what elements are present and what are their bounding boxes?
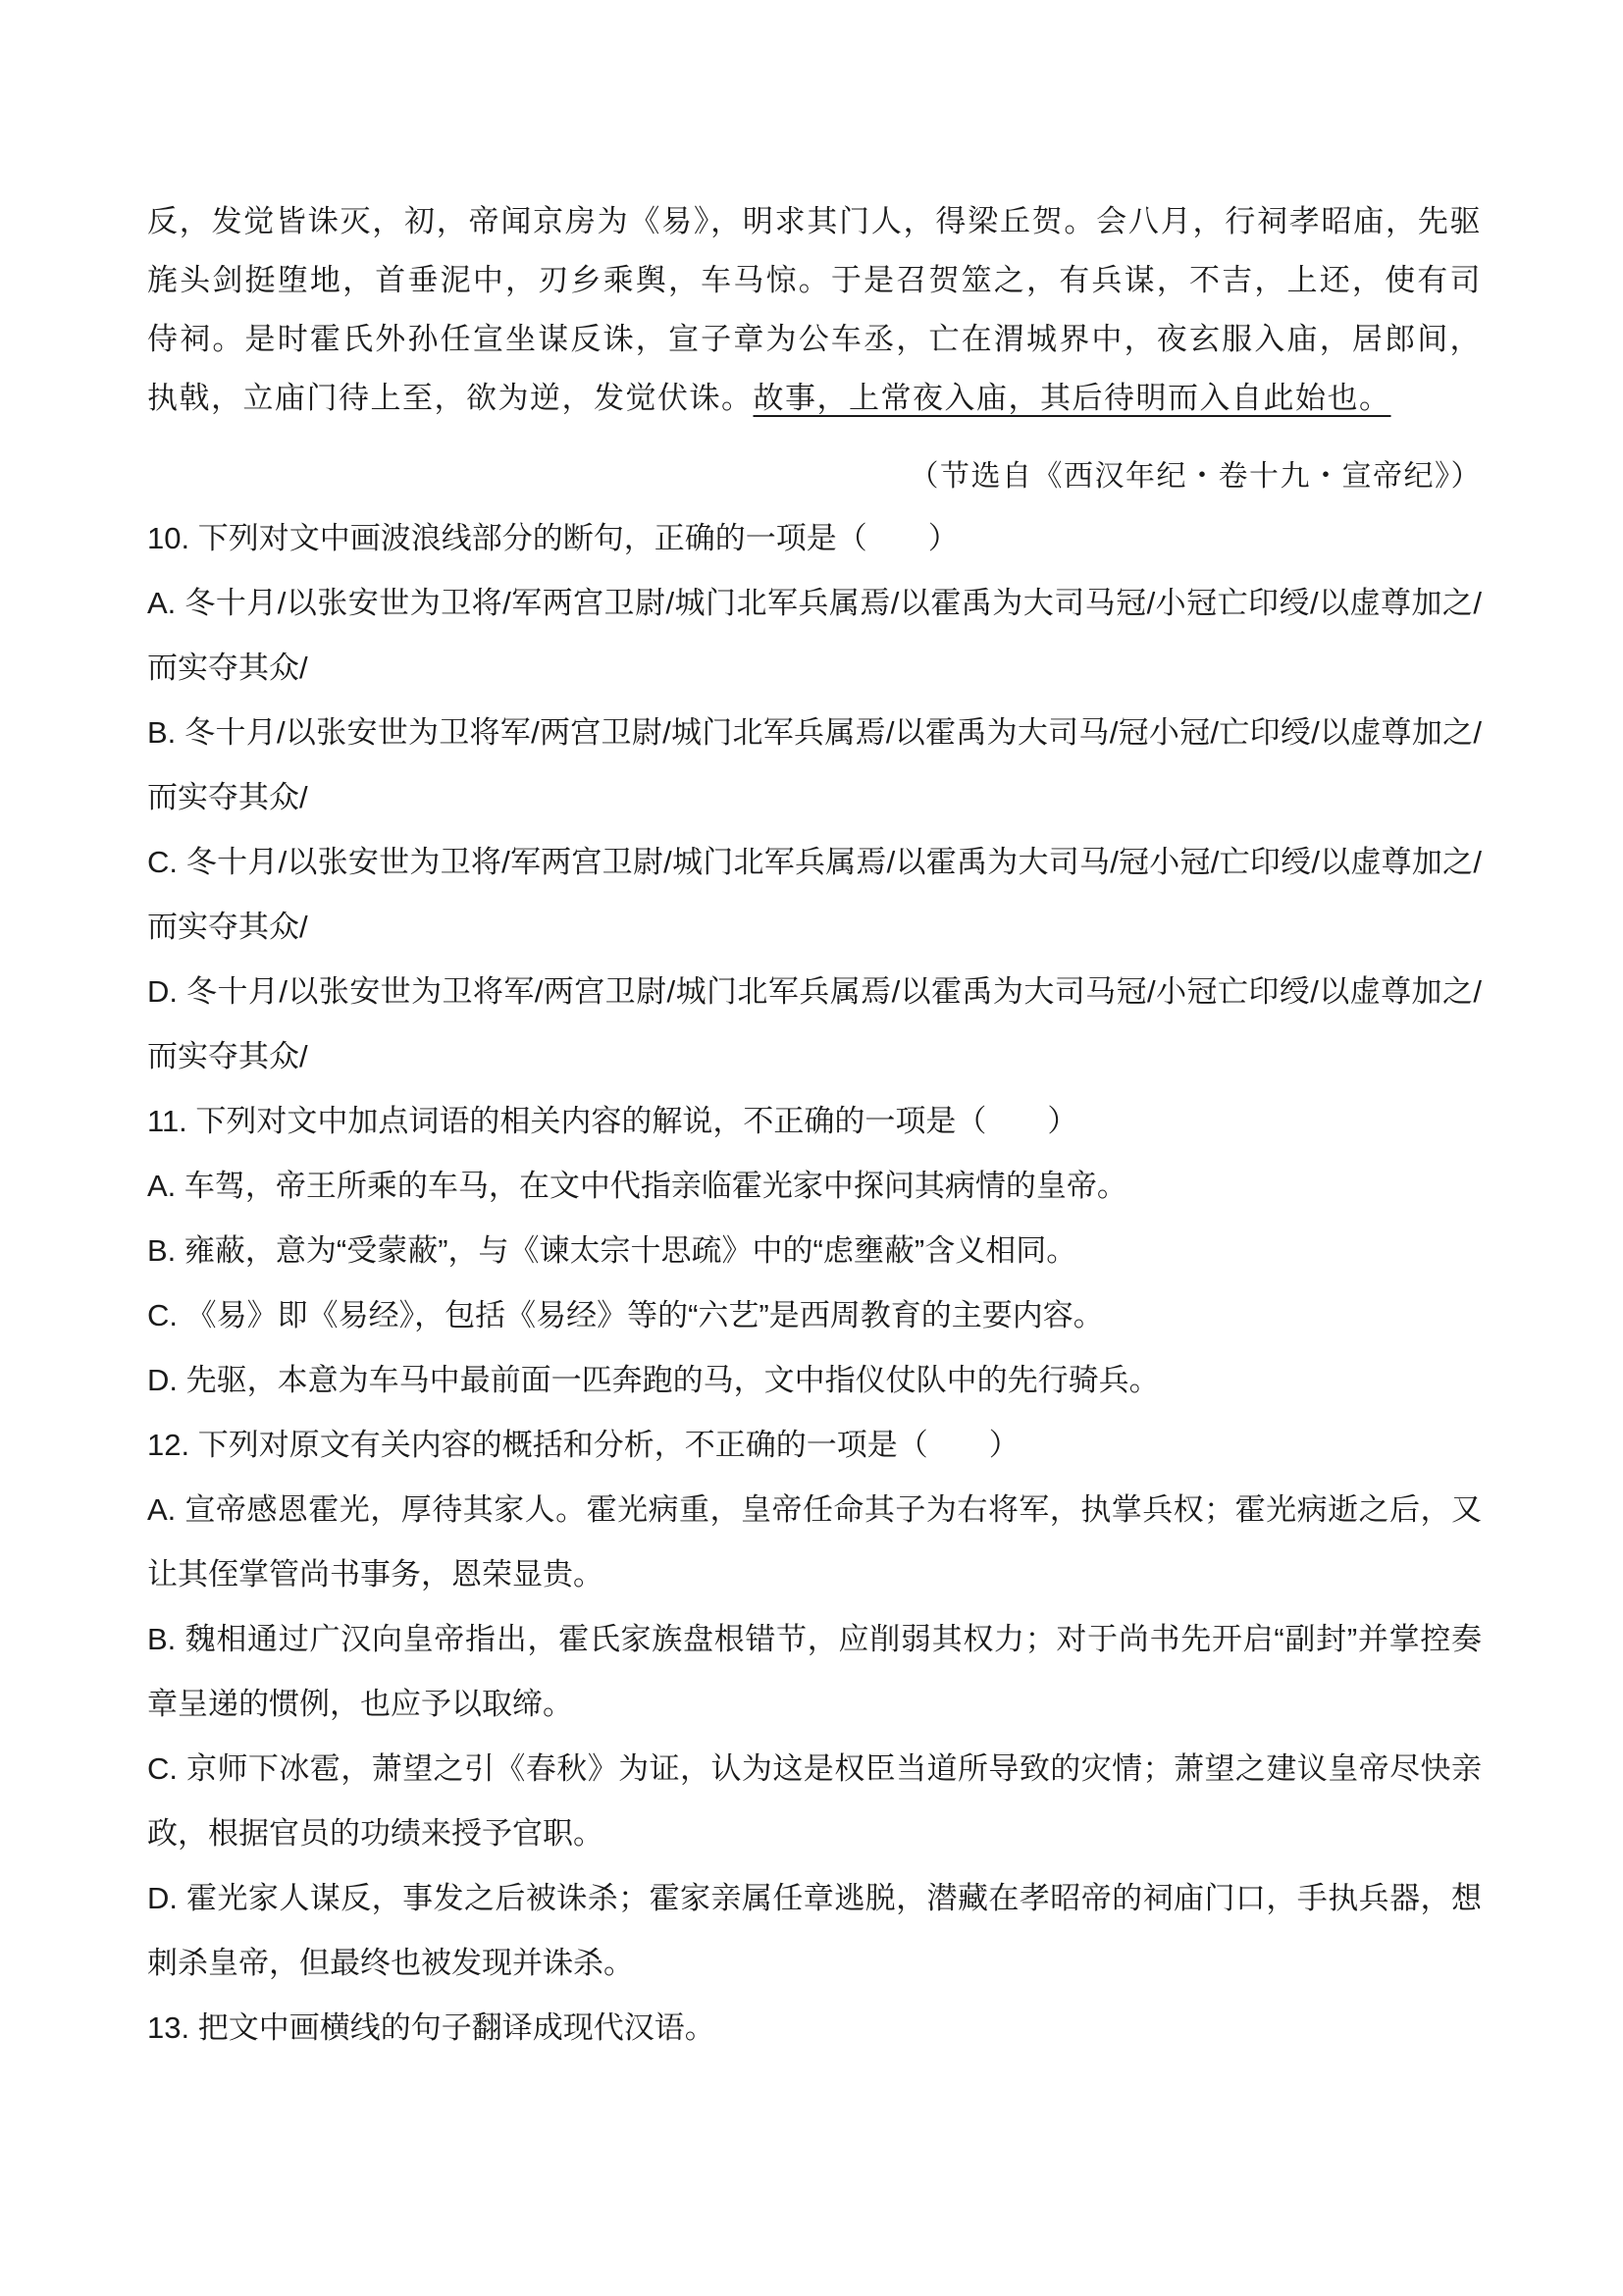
- question-10-option-c: C. 冬十月/以张安世为卫将/军两宫卫尉/城门北军兵属焉/以霍禹为大司马/冠小冠/亡印绶/以虚尊加之/而实夺其众/: [147, 845, 1482, 944]
- question-13-stem: 13. 把文中画横线的句子翻译成现代汉语。: [147, 2010, 715, 2045]
- question-10-option-d: D. 冬十月/以张安世为卫将军/两宫卫尉/城门北军兵属焉/以霍禹为大司马冠/小冠亡印绶/以虚尊加之/而实夺其众/: [147, 974, 1482, 1073]
- question-10-option-a: A. 冬十月/以张安世为卫将/军两宫卫尉/城门北军兵属焉/以霍禹为大司马冠/小冠亡印绶/以虚尊加之/而实夺其众/: [147, 586, 1482, 685]
- question-11-option-b: B. 雍蔽，意为“受蒙蔽”，与《谏太宗十思疏》中的“虑壅蔽”含义相同。: [147, 1233, 1077, 1268]
- passage-underlined-sentence: 故事，上常夜入庙，其后待明而入自此始也。: [753, 381, 1391, 416]
- question-11-option-a: A. 车驾，帝王所乘的车马，在文中代指亲临霍光家中探问其病情的皇帝。: [147, 1169, 1127, 1203]
- question-12-option-c: C. 京师下冰雹，萧望之引《春秋》为证，认为这是权臣当道所导致的灾情；萧望之建议皇帝尽快亲政，根据官员的功绩来授予官职。: [147, 1751, 1482, 1851]
- document-page: [147, 192, 1482, 2061]
- passage-source: （节选自《西汉年纪・卷十九・宣帝纪》）: [909, 459, 1482, 494]
- question-11-option-c: C. 《易》即《易经》，包括《易经》等的“六艺”是西周教育的主要内容。: [147, 1298, 1104, 1332]
- question-12-option-d: D. 霍光家人谋反，事发之后被诛杀；霍家亲属任章逃脱，潜藏在孝昭帝的祠庙门口，手执兵器，想刺杀皇帝，但最终也被发现并诛杀。: [147, 1881, 1482, 1980]
- question-13: [147, 1996, 1482, 2061]
- question-11-stem: 11. 下列对文中加点词语的相关内容的解说，不正确的一项是（ ）: [147, 1104, 1078, 1138]
- question-11: [147, 1089, 1482, 1413]
- question-10-option-b: B. 冬十月/以张安世为卫将军/两宫卫尉/城门北军兵属焉/以霍禹为大司马/冠小冠/亡印绶/以虚尊加之/而实夺其众/: [147, 715, 1482, 814]
- question-12-option-b: B. 魏相通过广汉向皇帝指出，霍氏家族盘根错节，应削弱其权力；对于尚书先开启“副封”并掌控奏章呈递的惯例，也应予以取缔。: [147, 1622, 1482, 1721]
- passage-body: 反，发觉皆诛灭，初，帝闻京房为《易》，明求其门人，得梁丘贺。会八月，行祠孝昭庙，先驱旄头剑挺堕地，首垂泥中，刃乡乘舆，车马惊。于是召贺筮之，有兵谋，不吉，上还，使有司侍祠。是时霍氏外孙任宣坐谋反诛，宣子章为公车丞，亡在渭城界中，夜玄服入庙，居郎间，执戟，立庙门待上至，欲为逆，发觉伏诛。: [147, 204, 1482, 416]
- question-10-stem: 10. 下列对文中画波浪线部分的断句，正确的一项是（ ）: [147, 521, 959, 555]
- question-10: [147, 506, 1482, 1089]
- question-12-option-a: A. 宣帝感恩霍光，厚待其家人。霍光病重，皇帝任命其子为右将军，执掌兵权；霍光病逝之后，又让其侄掌管尚书事务，恩荣显贵。: [147, 1492, 1482, 1592]
- question-11-option-d: D. 先驱，本意为车马中最前面一匹奔跑的马，文中指仪仗队中的先行骑兵。: [147, 1363, 1160, 1397]
- question-12-stem: 12. 下列对原文有关内容的概括和分析，不正确的一项是（ ）: [147, 1428, 1020, 1462]
- passage-text: [147, 192, 1482, 428]
- question-12: [147, 1413, 1482, 1996]
